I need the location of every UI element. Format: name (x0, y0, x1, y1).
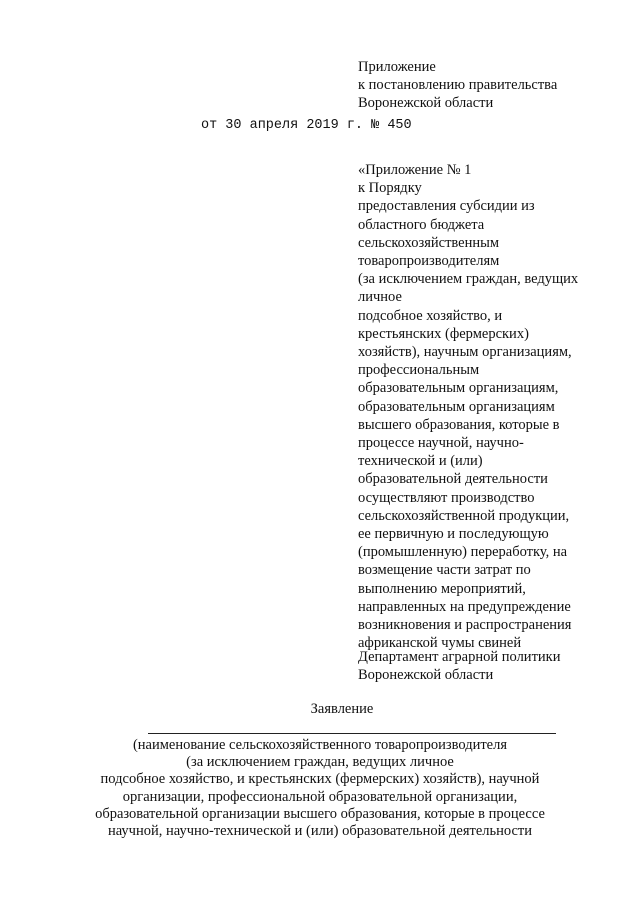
statement-caption-line: научной, научно-технической и (или) образовательной деятельности (107, 823, 533, 839)
appendix-line: ее первичную и последующую (358, 526, 549, 543)
statement-caption-line: организации, профессиональной образовательной организации, (122, 789, 518, 805)
appendix-line: крестьянских (фермерских) (358, 325, 529, 342)
header-line: к постановлению правительства (358, 77, 558, 94)
appendix-line: выполнению мероприятий, (358, 580, 526, 597)
appendix-line: возмещение части затрат по (358, 562, 531, 579)
header-block (358, 58, 557, 113)
appendix-line: товаропроизводителям (358, 253, 500, 270)
appendix-line: образовательным организациям (358, 398, 555, 415)
header-line: Воронежской области (358, 95, 494, 112)
statement-caption-line: (наименование сельскохозяйственного товаропроизводителя (132, 737, 508, 753)
header-line: Приложение (358, 59, 436, 75)
statement-caption-line: (за исключением граждан, ведущих личное (186, 754, 454, 770)
recipient-block (358, 648, 560, 684)
appendix-line: (промышленную) переработку, на (358, 544, 568, 561)
appendix-line: процессе научной, научно- (358, 435, 524, 452)
appendix-line: предоставления субсидии из (358, 198, 535, 215)
appendix-line: образовательной деятельности (358, 471, 548, 488)
statement-title: Заявление (310, 701, 374, 717)
appendix-line: осуществляют производство (358, 489, 535, 506)
appendix-line: профессиональным (358, 362, 480, 379)
fill-in-line (148, 733, 556, 734)
statement-caption-line: образовательной организации высшего образования, которые в процессе (95, 806, 545, 822)
date-line: от 30 апреля 2019 г. № 450 (201, 118, 412, 133)
appendix-line: хозяйств), научным организациям, (358, 344, 572, 361)
appendix-line: высшего образования, которые в (358, 416, 560, 433)
appendix-line: образовательным организациям, (358, 380, 559, 397)
appendix-line: направленных на предупреждение (358, 598, 571, 615)
recipient-line: Департамент аграрной политики (358, 649, 561, 665)
appendix-line: подсобное хозяйство, и (358, 307, 503, 324)
appendix-line: сельскохозяйственной продукции, (358, 507, 570, 524)
statement-caption-line: подсобное хозяйство, и крестьянских (фермерских) хозяйств), научной (100, 771, 540, 787)
appendix-line: «Приложение № 1 (358, 162, 472, 178)
appendix-line: сельскохозяйственным (358, 234, 500, 251)
appendix-block (358, 161, 578, 652)
appendix-line: личное (358, 289, 402, 306)
appendix-line: африканской чумы свиней (358, 635, 522, 652)
appendix-line: областного бюджета (358, 216, 485, 233)
appendix-line: возникновения и распространения (358, 617, 572, 634)
appendix-line: (за исключением граждан, ведущих (358, 271, 579, 288)
recipient-line: Воронежской области (358, 667, 494, 684)
appendix-line: к Порядку (358, 180, 422, 197)
appendix-line: технической и (или) (358, 453, 483, 470)
